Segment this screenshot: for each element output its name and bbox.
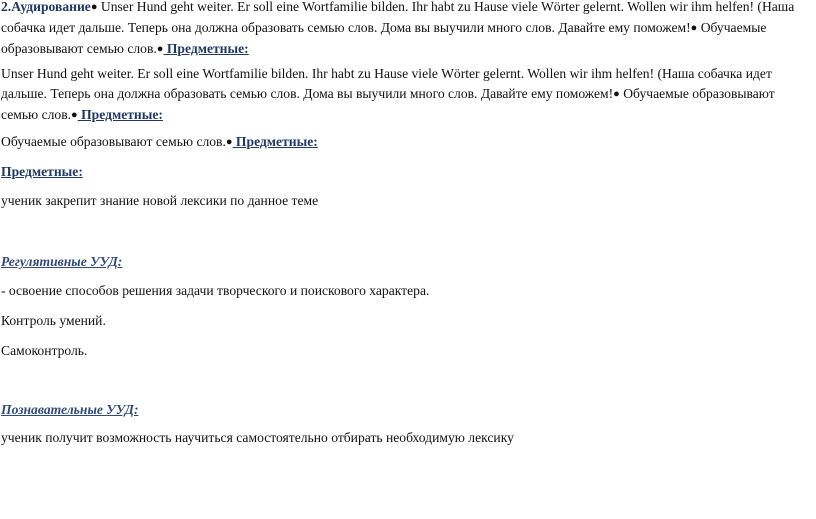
repeat-paragraph-2 <box>1 132 813 153</box>
listening-text-2: Обучаемые образовывают семью слов. <box>1 20 767 56</box>
cognitive-text: ученик получит возможность научиться самостоятельно отбирать необходимую лексику <box>1 430 514 445</box>
repeat-text-3: Обучаемые образовывают семью слов. <box>1 134 226 149</box>
repeat-text: Unser Hund geht weiter. Er soll eine Wortfamilie bilden. Ihr habt zu Hause viele Wörter gelernt. Wollen wir ihm helfen! (Наша собачка идет дальше. Теперь она должна образовать семью слов. Дома вы выучили много слов. Давайте ему поможем! <box>1 66 772 101</box>
subject-heading: Предметные: <box>1 164 83 179</box>
subject-heading: Предметные: <box>232 134 318 149</box>
regulative-item-1: - освоение способов решения задачи творческого и поискового характера. <box>1 283 430 298</box>
subject-results-heading <box>1 162 813 182</box>
bullet-icon: ● <box>71 109 78 121</box>
cognitive-heading-text: Познавательные УУД: <box>1 402 139 417</box>
section-number-title: 2.Аудирование <box>1 0 91 14</box>
bullet-icon: ● <box>690 22 698 34</box>
repeat-text-2: Обучаемые образовывают семью слов. <box>1 86 775 122</box>
bullet-icon: ● <box>225 136 233 148</box>
bullet-icon: ● <box>90 1 98 13</box>
repeat-paragraph-1 <box>1 64 813 126</box>
regulative-heading-text: Регулятивные УУД: <box>1 254 123 269</box>
subject-heading: Предметные: <box>163 41 249 56</box>
bullet-icon: ● <box>613 88 620 100</box>
regulative-item-2: Контроль умений. <box>1 313 106 328</box>
listening-paragraph <box>1 0 813 60</box>
subject-heading: Предметные: <box>77 107 163 122</box>
regulative-item-3: Самоконтроль. <box>1 343 88 358</box>
subject-results-text: ученик закрепит знание новой лексики по данное теме <box>1 193 319 208</box>
regulative-heading <box>1 252 813 272</box>
bullet-icon: ● <box>156 43 164 55</box>
listening-text: Unser Hund geht weiter. Er soll eine Wortfamilie bilden. Ihr habt zu Hause viele Wörter gelernt. Wollen wir ihm helfen! (Наша собачка идет дальше. Теперь она должна образовать семью слов. Дома вы выучили много слов. Давайте ему поможем! <box>1 0 795 35</box>
cognitive-heading <box>1 400 813 420</box>
